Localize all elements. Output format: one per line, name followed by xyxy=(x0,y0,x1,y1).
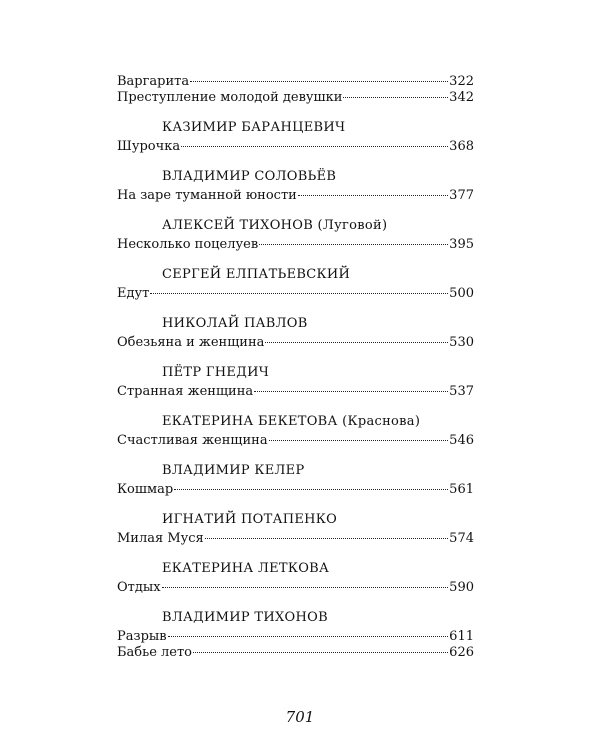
author-section xyxy=(117,561,474,596)
author-section xyxy=(117,365,474,400)
entry-page: 611 xyxy=(449,629,474,644)
entry-page: 626 xyxy=(449,645,474,660)
dot-leader xyxy=(162,586,449,588)
entry-page: 368 xyxy=(449,139,474,154)
author-heading: НИКОЛАЙ ПАВЛОВ xyxy=(162,316,308,331)
entry-title: Кошмар xyxy=(117,482,174,497)
entry-page: 561 xyxy=(449,482,474,497)
entry-title: Несколько поцелуев xyxy=(117,237,259,252)
author-section xyxy=(117,414,474,449)
dot-leader xyxy=(181,145,448,147)
toc-entry[interactable] xyxy=(117,74,474,90)
author-heading: КАЗИМИР БАРАНЦЕВИЧ xyxy=(162,120,346,135)
entry-page: 537 xyxy=(449,384,474,399)
dot-leader xyxy=(193,651,448,653)
toc-entry[interactable] xyxy=(117,531,474,547)
entry-page: 546 xyxy=(449,433,474,448)
entry-page: 377 xyxy=(449,188,474,203)
dot-leader xyxy=(298,194,448,196)
author-heading: ВЛАДИМИР СОЛОВЬЁВ xyxy=(162,169,337,184)
dot-leader xyxy=(343,96,448,98)
author-heading: ИГНАТИЙ ПОТАПЕНКО xyxy=(162,512,338,527)
toc-entry[interactable] xyxy=(117,335,474,351)
author-section xyxy=(117,169,474,204)
entry-title: Разрыв xyxy=(117,629,167,644)
toc-entry[interactable] xyxy=(117,482,474,498)
author-section xyxy=(117,267,474,302)
entry-title: Варгарита xyxy=(117,74,190,89)
toc-entry[interactable] xyxy=(117,139,474,155)
author-heading: ЕКАТЕРИНА ЛЕТКОВА xyxy=(162,561,330,576)
author-section xyxy=(117,610,474,661)
author-section xyxy=(117,316,474,351)
toc-entry[interactable] xyxy=(117,433,474,449)
entry-title: Бабье лето xyxy=(117,645,193,660)
page-number: 701 xyxy=(285,708,315,726)
dot-leader xyxy=(174,488,448,490)
toc-entry[interactable] xyxy=(117,580,474,596)
dot-leader xyxy=(269,439,449,441)
entry-title: Обезьяна и женщина xyxy=(117,335,265,350)
entry-page: 322 xyxy=(449,74,474,89)
author-heading: ПЁТР ГНЕДИЧ xyxy=(162,365,270,380)
toc-entry[interactable] xyxy=(117,90,474,106)
toc-entry[interactable] xyxy=(117,645,474,661)
entry-title: На заре туманной юности xyxy=(117,188,297,203)
entry-page: 530 xyxy=(449,335,474,350)
author-section xyxy=(117,512,474,547)
author-section xyxy=(117,218,474,253)
author-heading: ЕКАТЕРИНА БЕКЕТОВА (Краснова) xyxy=(162,414,421,429)
entry-page: 342 xyxy=(449,90,474,105)
dot-leader xyxy=(168,635,449,637)
dot-leader xyxy=(265,341,448,343)
author-heading: АЛЕКСЕЙ ТИХОНОВ (Луговой) xyxy=(162,218,388,233)
toc-entry[interactable] xyxy=(117,188,474,204)
toc-entry[interactable] xyxy=(117,384,474,400)
toc-entry[interactable] xyxy=(117,237,474,253)
dot-leader xyxy=(190,80,448,82)
entry-page: 590 xyxy=(449,580,474,595)
entry-page: 395 xyxy=(449,237,474,252)
entry-title: Преступление молодой девушки xyxy=(117,90,343,105)
entry-title: Шурочка xyxy=(117,139,181,154)
dot-leader xyxy=(254,390,448,392)
entry-page: 500 xyxy=(449,286,474,301)
author-section xyxy=(117,463,474,498)
dot-leader xyxy=(259,243,448,245)
dot-leader xyxy=(150,292,448,294)
entry-title: Отдых xyxy=(117,580,161,595)
toc-entry[interactable] xyxy=(117,629,474,645)
author-heading: ВЛАДИМИР КЕЛЕР xyxy=(162,463,305,478)
toc-entry[interactable] xyxy=(117,286,474,302)
table-of-contents xyxy=(117,74,474,661)
dot-leader xyxy=(205,537,448,539)
entry-title: Едут xyxy=(117,286,150,301)
entry-title: Счастливая женщина xyxy=(117,433,268,448)
author-heading: ВЛАДИМИР ТИХОНОВ xyxy=(162,610,328,625)
entry-page: 574 xyxy=(449,531,474,546)
entry-title: Странная женщина xyxy=(117,384,254,399)
author-heading: СЕРГЕЙ ЕЛПАТЬЕВСКИЙ xyxy=(162,267,351,282)
entry-title: Милая Муся xyxy=(117,531,204,546)
author-section xyxy=(117,120,474,155)
